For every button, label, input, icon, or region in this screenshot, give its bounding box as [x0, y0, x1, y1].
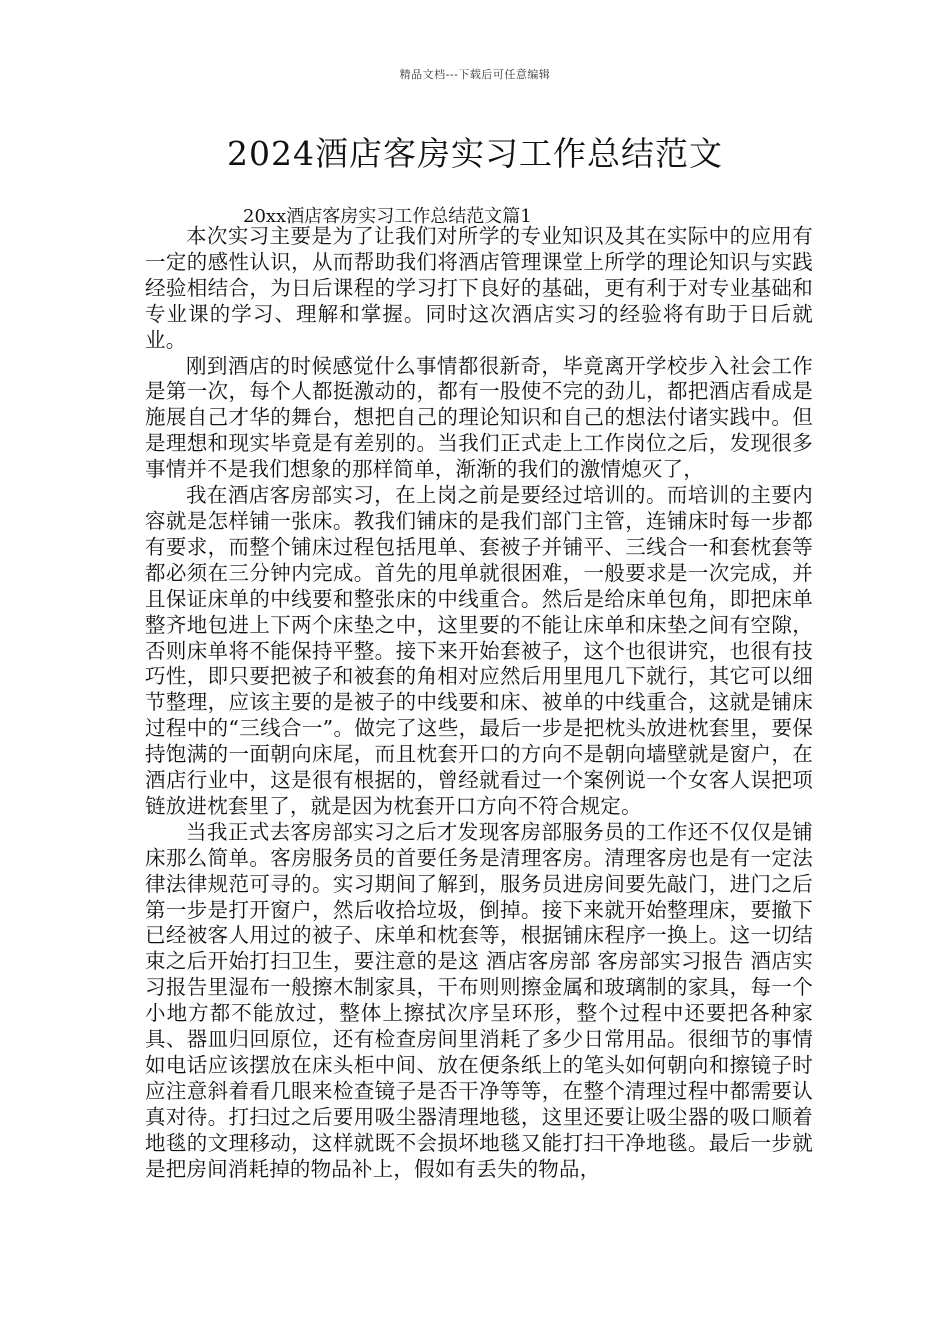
paragraph-3: 我在酒店客房部实习，在上岗之前是要经过培训的。而培训的主要内容就是怎样铺一张床。教我们铺床的是我们部门主管，连铺床时每一步都有要求，而整个铺床过程包括甩单、套被子并铺平、三线合一和套枕套等都必须在三分钟内完成。首先的甩单就很困难，一般要求是一次完成，并且保证床单的中线要和整张床的中线重合。然后是给床单包角，即把床单整齐地包进上下两个床垫之中，这里要的不能让床单和床垫之间有空隙，否则床单将不能保持平整。接下来开始套被子，这个也很讲究，也很有技巧性，即只要把被子和被套的角相对应然后用里甩几下就行，其它可以细节整理，应该主要的是被子的中线要和床、被单的中线重合，这就是铺床过程中的“三线合一”。做完了这些，最后一步是把枕头放进枕套里，要保持饱满的一面朝向床尾，而且枕套开口的方向不是朝向墙壁就是窗户，在酒店行业中，这是很有根据的，曾经就看过一个案例说一个女客人误把项链放进枕套里了，就是因为枕套开口方向不符合规定。	[145, 483, 813, 818]
section-heading: 20xx酒店客房实习工作总结范文篇1	[243, 206, 532, 227]
paragraph-2: 刚到酒店的时候感觉什么事情都很新奇，毕竟离开学校步入社会工作是第一次，每个人都挺激动的，都有一股使不完的劲儿，都把酒店看成是施展自己才华的舞台，想把自己的理论知识和自己的想法付诸实践中。但是理想和现实毕竟是有差别的。当我们正式走上工作岗位之后，发现很多事情并不是我们想象的那样简单，渐渐的我们的激情熄灭了，	[145, 353, 813, 482]
document-title: 2024酒店客房实习工作总结范文	[227, 134, 723, 173]
paragraph-1: 本次实习主要是为了让我们对所学的专业知识及其在实际中的应用有一定的感性认识，从而帮助我们将酒店管理课堂上所学的理论知识与实践经验相结合，为日后课程的学习打下良好的基础，更有利于对专业基础和专业课的学习、理解和掌握。同时这次酒店实习的经验将有助于日后就业。	[145, 224, 813, 352]
document-body	[145, 224, 813, 1183]
header-note: 精品文档---下载后可任意编辑	[399, 68, 551, 81]
paragraph-4: 当我正式去客房部实习之后才发现客房部服务员的工作还不仅仅是铺床那么简单。客房服务员的首要任务是清理客房。清理客房也是有一定法律法律规范可寻的。实习期间了解到，服务员进房间要先敲门，进门之后第一步是打开窗户，然后收拾垃圾，倒掉。接下来就开始整理床，要撤下已经被客人用过的被子、床单和枕套等，根据铺床程序一换上。这一切结束之后开始打扫卫生，要注意的是这 酒店客房部 客房部实习报告 酒店实习报告里湿布一般擦木制家具，干布则则擦金属和玻璃制的家具，每一个小地方都不能放过，整体上擦拭次序呈环形，整个过程中还要把各种家具、器皿归回原位，还有检查房间里消耗了多少日常用品。很细节的事情如电话应该摆放在床头柜中间、放在便条纸上的笔头如何朝向和擦镜子时应注意斜着看几眼来检查镜子是否干净等等，在整个清理过程中都需要认真对待。打扫过之后要用吸尘器清理地毯，这里还要让吸尘器的吸口顺着地毯的文理移动，这样就既不会损坏地毯又能打扫干净地毯。最后一步就是把房间消耗掉的物品补上，假如有丢失的物品，	[145, 819, 813, 1181]
